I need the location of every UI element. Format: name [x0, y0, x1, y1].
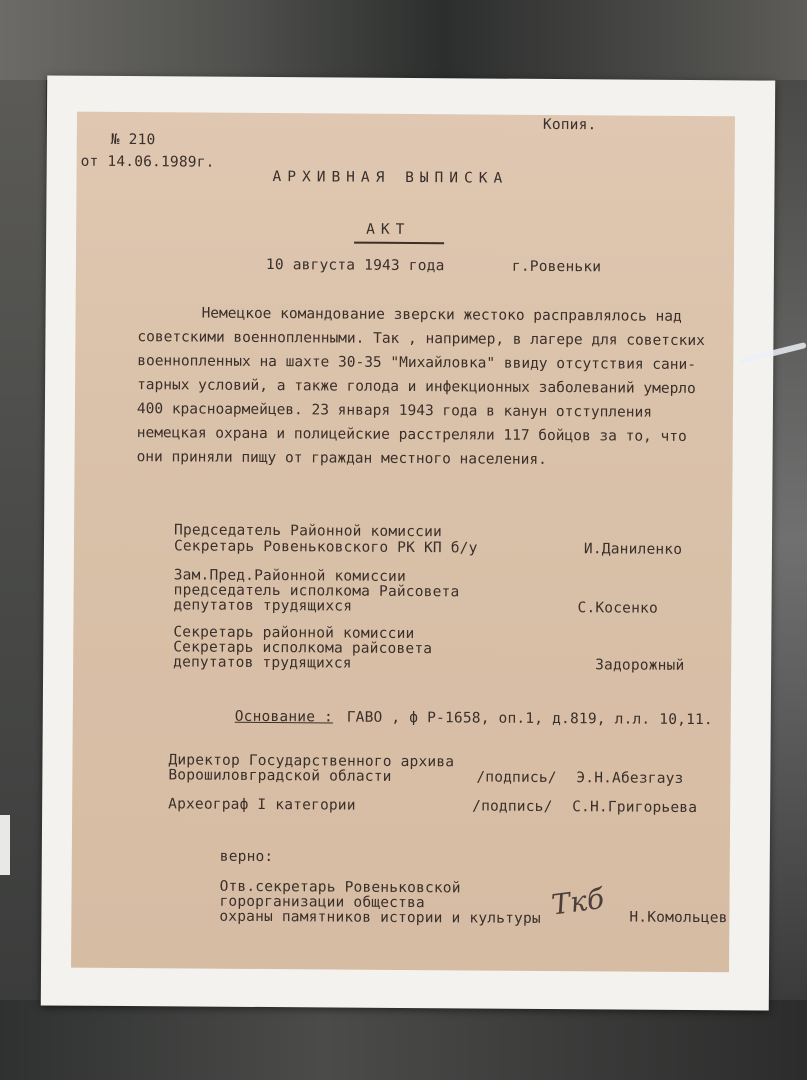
body-line: немецкая охрана и полицейские расстреляли 117 бойцов за то, что	[136, 425, 687, 445]
document-sheet	[71, 112, 735, 973]
body-line: Немецкое командование зверски жестоко расправлялось над	[201, 305, 682, 325]
signatory-title: Председатель Районной комиссии	[174, 522, 443, 541]
signatory-name: Задорожный	[595, 657, 685, 674]
signature-mark: /подпись/	[472, 798, 553, 816]
archive-signer-title: Директор Государственного архива	[168, 752, 455, 771]
archive-signer-title: Археограф I категории	[168, 796, 356, 814]
signatory-title: депутатов трудящихся	[173, 597, 353, 615]
verifier-name: Н.Комольцев	[629, 909, 728, 927]
signatory-title: Секретарь исполкома райсовета	[173, 639, 433, 658]
background-bottom	[0, 1000, 807, 1080]
archive-signer-title: Ворошиловградской области	[168, 767, 392, 785]
document-title: АРХИВНАЯ ВЫПИСКА	[272, 169, 509, 187]
signatory-name: С.Косенко	[577, 600, 658, 617]
copy-mark: Копия.	[542, 116, 597, 134]
signatory-title: Секретарь районной комиссии	[173, 624, 415, 643]
body-line: тарных условий, а также голода и инфекционных заболеваний умерло	[137, 377, 696, 398]
signature-mark: /подпись/	[476, 769, 557, 787]
verifier-title: горорганизации общества	[219, 893, 425, 912]
signatory-title: Зам.Пред.Районной комиссии	[173, 567, 407, 585]
act-title-underline	[354, 242, 444, 245]
signatory-title: депутатов трудящихся	[173, 654, 352, 672]
act-title: АКТ	[366, 221, 411, 239]
picture-frame-mat	[41, 75, 775, 1010]
body-line: 400 красноармейцев. 23 января 1943 года в канун отступления	[136, 401, 653, 421]
handwritten-signature: Ткб	[549, 881, 606, 922]
side-label-card	[0, 815, 10, 875]
archive-signer-name: С.Н.Григорьева	[572, 799, 698, 817]
verifier-title: Отв.секретарь Ровеньковской	[219, 878, 461, 897]
signatory-title: Секретарь Ровеньковского РК КП б/у	[173, 538, 478, 557]
verifier-title: охраны памятников истории и культуры	[219, 908, 541, 927]
document-date: от 14.06.1989г.	[80, 153, 215, 171]
background-top	[0, 0, 807, 80]
body-line: советскими военнопленными. Так , например, в лагере для советских	[137, 329, 705, 350]
verified-label: верно:	[219, 848, 274, 866]
body-line: военнопленных на шахте 30-35 "Михайловка" ввиду отсутствия сани-	[137, 353, 697, 374]
document-number: № 210	[110, 131, 156, 149]
act-place: г.Ровеньки	[511, 258, 602, 276]
signatory-title: председатель исполкома Райсовета	[173, 582, 460, 601]
signatory-name: И.Даниленко	[583, 541, 683, 558]
basis-label: Основание :	[234, 708, 334, 726]
body-line: они приняли пищу от граждан местного населения.	[136, 449, 547, 468]
basis-text: ГАВО , ф Р-1658, оп.1, д.819, л.л. 10,11.	[346, 709, 713, 729]
act-date: 10 августа 1943 года	[265, 257, 445, 275]
archive-signer-name: Э.Н.Абезгауз	[576, 770, 684, 787]
act-body-text	[76, 302, 734, 468]
